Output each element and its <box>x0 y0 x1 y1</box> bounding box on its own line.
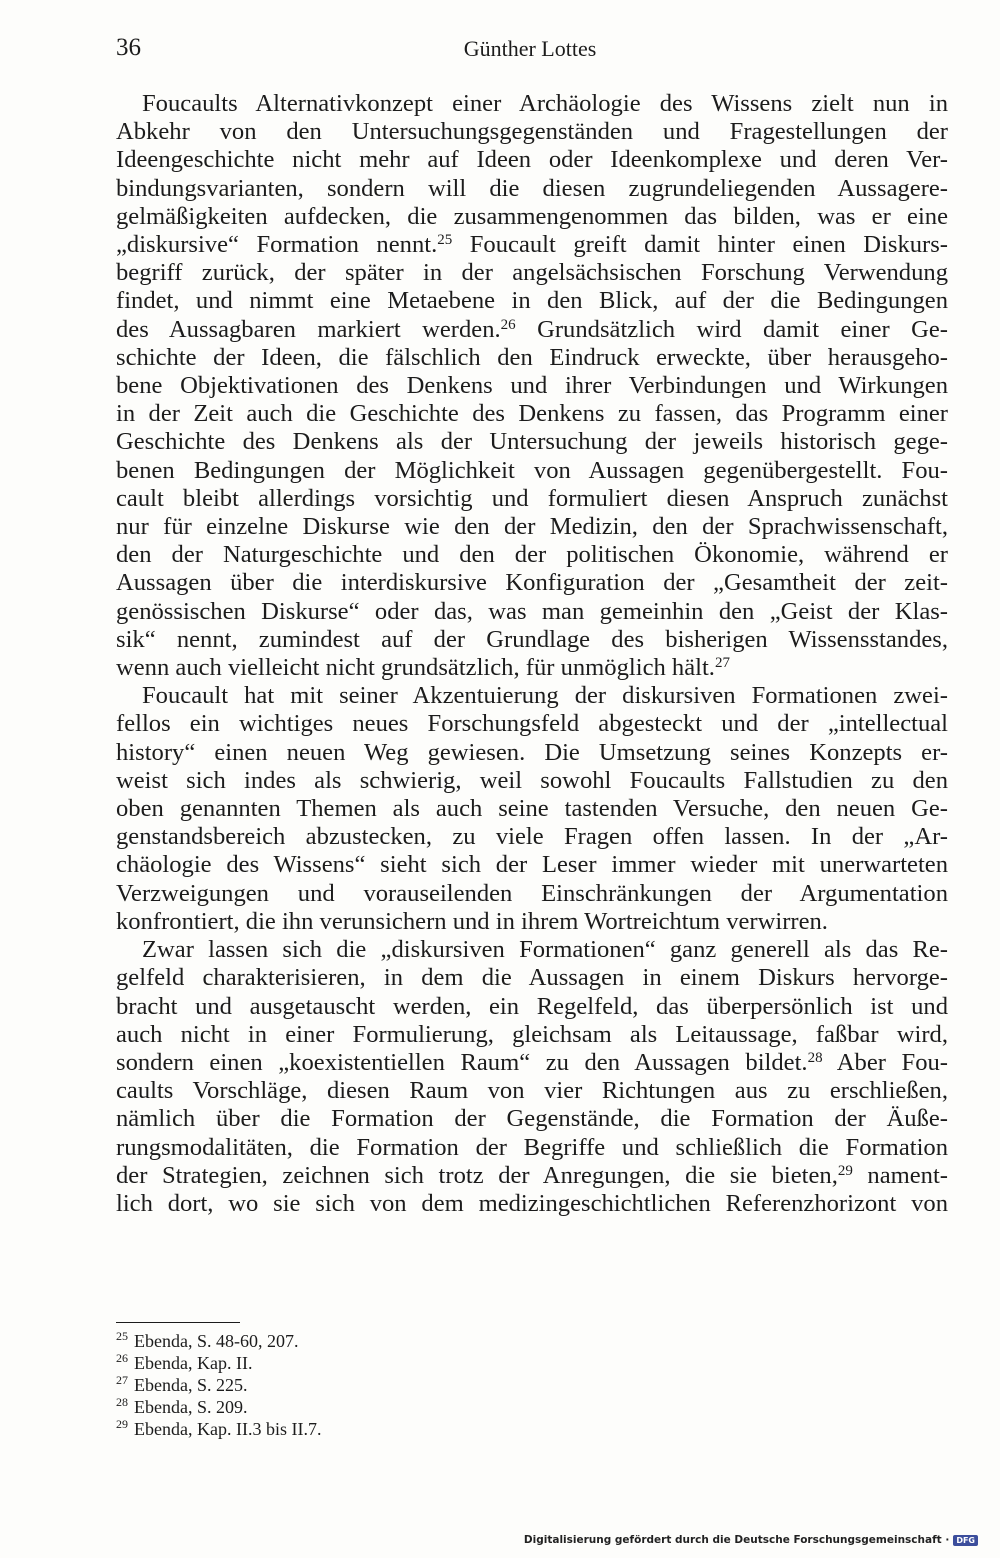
footnotes <box>116 1330 716 1440</box>
text-segment: wenn auch vielleicht nicht grundsätzlich, für unmöglich hält. <box>116 654 715 682</box>
body-text <box>116 90 948 1218</box>
text-line <box>116 767 948 795</box>
text-line <box>116 513 948 541</box>
text-line <box>116 626 948 654</box>
text-line <box>116 175 948 203</box>
footnote-number: 28 <box>116 1395 128 1410</box>
running-head: Günther Lottes <box>463 36 597 61</box>
text-segment: bindungsvarianten, sondern will die diesen zugrundeliegenden Aussagere- <box>116 174 948 202</box>
text-segment: gelmäßigkeiten aufdecken, die zusammengenommen das bilden, was er eine <box>116 202 948 230</box>
text-segment: „diskursive“ Formation nennt. <box>116 231 438 259</box>
text-segment: oben genannten Themen als auch seine tastenden Versuche, den neuen Ge- <box>116 795 948 823</box>
text-segment: nament- <box>852 1161 948 1189</box>
text-segment: genstandsbereich abzustecken, zu viele Fragen offen lassen. In der „Ar- <box>116 823 948 851</box>
text-segment: Verzweigungen und vorauseilenden Einschränkungen der Argumentation <box>116 879 948 907</box>
text-line <box>116 1021 948 1049</box>
text-line <box>116 400 948 428</box>
footnote-number: 27 <box>116 1373 128 1388</box>
text-segment: Zwar lassen sich die „diskursiven Formationen“ ganz generell als das Re- <box>142 936 948 964</box>
text-line <box>116 964 948 992</box>
paragraph <box>116 90 948 682</box>
footnote-number: 29 <box>116 1417 128 1432</box>
text-segment: chäologie des Wissens“ sieht sich der Leser immer wieder mit unerwarteten <box>116 851 948 879</box>
text-segment: history“ einen neuen Weg gewiesen. Die Umsetzung seines Konzepts er- <box>116 738 948 766</box>
text-segment: rungsmodalitäten, die Formation der Begriffe und schließlich die Formation <box>116 1133 948 1161</box>
text-line <box>116 203 948 231</box>
digitization-notice <box>524 1534 978 1546</box>
footnote <box>116 1330 716 1352</box>
text-line <box>116 1162 948 1190</box>
footnote-text: Ebenda, S. 48-60, 207. <box>134 1331 299 1351</box>
text-line <box>116 1190 948 1218</box>
paragraph <box>116 682 948 936</box>
text-segment: Abkehr von den Untersuchungsgegenständen und Fragestellungen der <box>116 118 948 146</box>
text-line <box>116 287 948 315</box>
text-segment: Foucault greift damit hinter einen Diskurs- <box>452 231 948 259</box>
text-segment: Grundsätzlich wird damit einer Ge- <box>515 315 948 343</box>
text-line <box>116 344 948 372</box>
text-line <box>116 90 948 118</box>
footnote-number: 26 <box>116 1351 128 1366</box>
text-segment: fellos ein wichtiges neues Forschungsfeld abgesteckt und der „intellectual <box>116 710 948 738</box>
text-segment: Foucault hat mit seiner Akzentuierung der diskursiven Formationen zwei- <box>142 682 948 710</box>
text-segment: nämlich über die Formation der Gegenstände, die Formation der Äuße- <box>116 1105 948 1133</box>
text-line <box>116 1134 948 1162</box>
text-segment: Ideengeschichte nicht mehr auf Ideen oder Ideenkomplexe und deren Ver- <box>116 146 948 174</box>
footnote <box>116 1418 716 1440</box>
footnote-text: Ebenda, Kap. II. <box>134 1353 253 1373</box>
text-segment: lich dort, wo sie sich von dem medizingeschichtlichen Referenzhorizont von <box>116 1189 948 1217</box>
text-line <box>116 851 948 879</box>
text-line <box>116 993 948 1021</box>
text-line <box>116 231 948 259</box>
footnote-ref: 27 <box>714 654 730 671</box>
footnote-text: Ebenda, S. 209. <box>134 1397 248 1417</box>
text-line <box>116 569 948 597</box>
text-segment: begriff zurück, der später in der angelsächsischen Forschung Verwendung <box>116 259 948 287</box>
text-segment: Geschichte des Denkens als der Untersuchung der jeweils historisch gege- <box>116 428 948 456</box>
text-segment: Foucaults Alternativkonzept einer Archäologie des Wissens zielt nun in <box>142 90 948 117</box>
text-segment: der Strategien, zeichnen sich trotz der Anregungen, die sie bieten, <box>116 1161 838 1189</box>
text-line <box>116 1105 948 1133</box>
text-segment: bene Objektivationen des Denkens und ihrer Verbindungen und Wirkungen <box>116 372 948 400</box>
text-line <box>116 372 948 400</box>
text-line <box>116 682 948 710</box>
footnote-text: Ebenda, Kap. II.3 bis II.7. <box>134 1419 322 1439</box>
text-segment: gelfeld charakterisieren, in dem die Aussagen in einem Diskurs hervorge- <box>116 964 948 992</box>
text-segment: findet, und nimmt eine Metaebene in den Blick, auf der die Bedingungen <box>116 287 948 315</box>
text-segment: den der Naturgeschichte und den der politischen Ökonomie, während er <box>116 541 948 569</box>
text-segment: genössischen Diskurse“ oder das, was man gemeinhin den „Geist der Klas- <box>116 597 948 625</box>
digitization-text: Digitalisierung gefördert durch die Deutsche Forschungsgemeinschaft · <box>523 1534 950 1546</box>
footnote <box>116 1396 716 1418</box>
footnote-text: Ebenda, S. 225. <box>134 1375 248 1395</box>
text-segment: weist sich indes als schwierig, weil sowohl Foucaults Fallstudien zu den <box>116 766 948 794</box>
text-line <box>116 823 948 851</box>
text-segment: nur für einzelne Diskurse wie den der Medizin, den der Sprachwissenschaft, <box>116 513 948 541</box>
text-line <box>116 541 948 569</box>
text-line <box>116 316 948 344</box>
footnote <box>116 1352 716 1374</box>
text-line <box>116 485 948 513</box>
text-line <box>116 598 948 626</box>
footnote-ref: 29 <box>837 1162 853 1179</box>
text-segment: caults Vorschläge, diesen Raum von vier Richtungen aus zu erschließen, <box>116 1077 948 1105</box>
text-segment: bracht und ausgetauscht werden, ein Regelfeld, das überpersönlich ist und <box>116 992 948 1020</box>
text-line <box>116 457 948 485</box>
text-segment: auch nicht in einer Formulierung, gleichsam als Leitaussage, faßbar wird, <box>116 1020 948 1048</box>
text-segment: cault bleibt allerdings vorsichtig und formuliert diesen Anspruch zunächst <box>116 484 948 512</box>
text-segment: in der Zeit auch die Geschichte des Denkens zu fassen, das Programm einer <box>116 400 948 428</box>
text-line <box>116 1049 948 1077</box>
footnote-rule <box>116 1322 240 1323</box>
text-line <box>116 428 948 456</box>
text-segment: des Aussagbaren markiert werden. <box>116 315 501 343</box>
text-segment: sondern einen „koexistentiellen Raum“ zu den Aussagen bildet. <box>116 1048 808 1076</box>
text-line <box>116 795 948 823</box>
text-segment: benen Bedingungen der Möglichkeit von Aussagen gegenübergestellt. Fou- <box>116 456 948 484</box>
dfg-logo-icon: DFG <box>953 1535 978 1546</box>
text-line <box>116 710 948 738</box>
footnote <box>116 1374 716 1396</box>
text-segment: sik“ nennt, zumindest auf der Grundlage des bisherigen Wissensstandes, <box>116 625 948 653</box>
text-line <box>116 259 948 287</box>
text-line <box>116 880 948 908</box>
text-line <box>116 654 948 682</box>
page-number: 36 <box>116 34 141 61</box>
text-segment: Aussagen über die interdiskursive Konfiguration der „Gesamtheit der zeit- <box>116 569 948 597</box>
text-segment: schichte der Ideen, die fälschlich den Eindruck erweckte, über herausgeho- <box>116 343 948 371</box>
footnote-number: 25 <box>116 1329 128 1344</box>
text-segment: Aber Fou- <box>822 1048 948 1076</box>
footnote-ref: 26 <box>500 316 516 333</box>
paragraph <box>116 936 948 1218</box>
text-line <box>116 1077 948 1105</box>
text-line <box>116 118 948 146</box>
text-line <box>116 146 948 174</box>
text-line <box>116 908 948 936</box>
footnote-ref: 28 <box>807 1049 823 1066</box>
text-segment: konfrontiert, die ihn verunsichern und in ihrem Wortreichtum verwirren. <box>116 907 828 935</box>
text-line <box>116 936 948 964</box>
footnote-ref: 25 <box>437 231 453 248</box>
text-line <box>116 739 948 767</box>
